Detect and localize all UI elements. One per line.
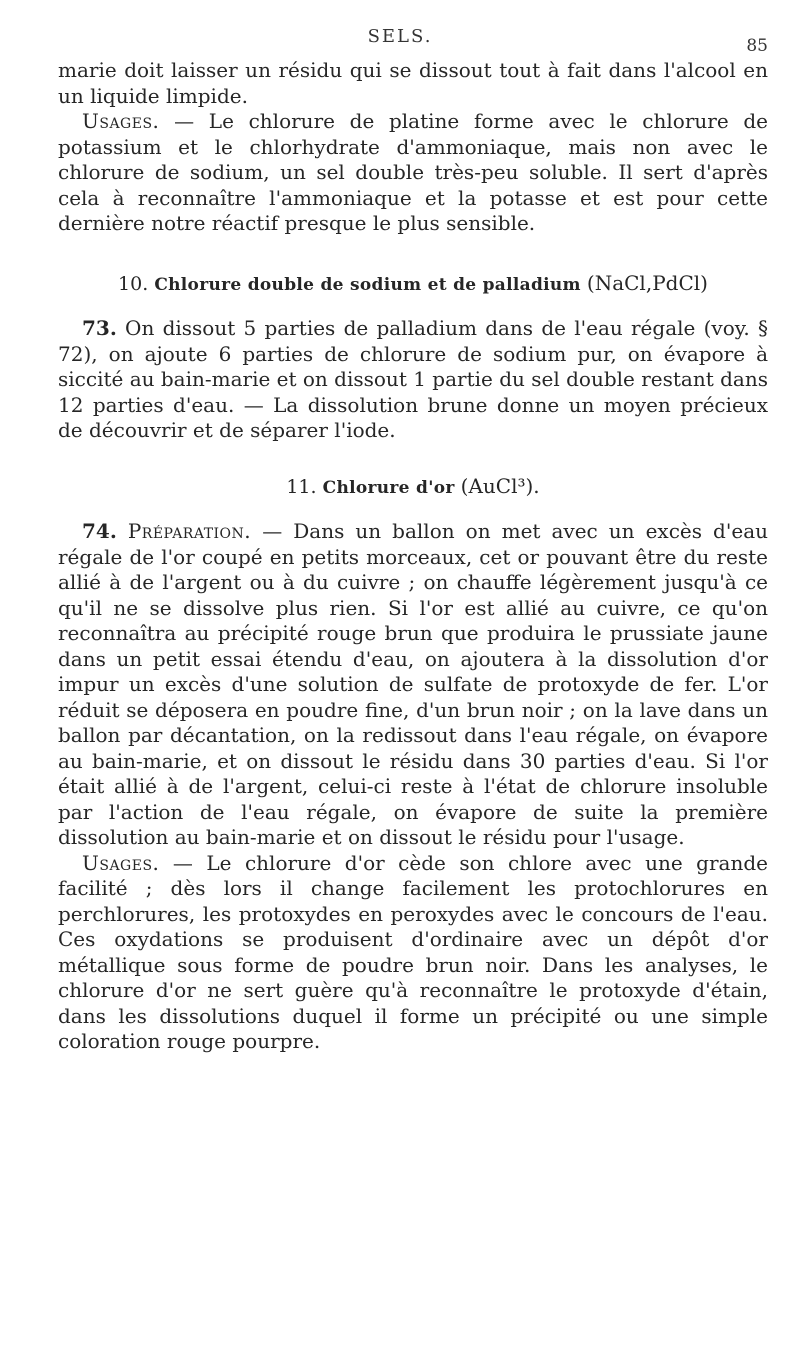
- paragraph-usages-or: [58, 851, 768, 1055]
- paragraph-usages-platine: [58, 109, 768, 237]
- paragraph-text: On dissout 5 parties de palladium dans de l'eau régale (voy. § 72), on ajoute 6 parties de chlorure de sodium pur, on évapore à siccité au bain-marie et on dissout 1 partie du sel double restant dans 12 parties d'eau. — La dissolution brune donne un moyen précieux de découvrir et de séparer l'iode.: [58, 316, 768, 442]
- body-text: [58, 58, 768, 1055]
- running-head: SELS.: [367, 26, 433, 47]
- paragraph-label: Préparation.: [127, 519, 252, 543]
- section-formula: (AuCl³).: [460, 473, 540, 498]
- section-heading-11: [58, 474, 768, 502]
- paragraph-text: — Dans un ballon on met avec un excès d'eau régale de l'or coupé en petits morceaux, cet or pouvant être du reste allié à de l'argent ou à du cuivre ; on chauffe légèrement jusqu'à ce qu'il ne se dissolve plus rien. Si l'or est allié au cuivre, ce qu'on reconnaîtra au précipité rouge brun que produira le prussiate jaune dans un petit essai étendu d'eau, on ajoutera à la dissolution d'or impur un excès d'une solution de sulfate de protoxyde de fer. L'or réduit se déposera en poudre fine, d'un brun noir ; on la lave dans un ballon par décantation, on la redissout dans l'eau régale, on évapore au bain-marie, et on dissout le résidu dans 30 parties d'eau. Si l'or était allié à de l'argent, celui-ci reste à l'état de chlorure insoluble par l'action de l'eau régale, on évapore de suite la première dissolution au bain-marie et on dissout le résidu pour l'usage.: [58, 519, 768, 849]
- paragraph-continuation: [58, 58, 768, 109]
- section-formula: (NaCl,PdCl): [586, 270, 708, 295]
- paragraph-number: 74.: [82, 519, 117, 543]
- section-title: Chlorure d'or: [322, 477, 455, 498]
- section-heading-10: [58, 271, 768, 299]
- section-title: Chlorure double de sodium et de palladium: [154, 274, 581, 295]
- paragraph-text: — Le chlorure d'or cède son chlore avec une grande facilité ; dès lors il change facilement les protochlorures en perchlorures, les protoxydes en peroxydes avec le concours de l'eau. Ces oxydations se produisent d'ordinaire avec un dépôt d'or métallique sous forme de poudre brun noir. Dans les analyses, le chlorure d'or ne sert guère qu'à reconnaître le protoxyde d'étain, dans les dissolutions duquel il forme un précipité ou une simple coloration rouge pourpre.: [58, 850, 768, 1053]
- paragraph-73: [58, 316, 768, 444]
- paragraph-74: [58, 519, 768, 851]
- paragraph-text: marie doit laisser un résidu qui se dissout tout à fait dans l'alcool en un liquide limpide.: [58, 58, 768, 108]
- section-number: 10.: [118, 272, 149, 295]
- paragraph-text: — Le chlorure de platine forme avec le chlorure de potassium et le chlorhydrate d'ammoniaque, mais non avec le chlorure de sodium, un sel double très-peu soluble. Il sert d'après cela à reconnaître l'ammoniaque et la potasse et est pour cette dernière notre réactif presque le plus sensible.: [58, 109, 768, 235]
- section-number: 11.: [286, 475, 317, 498]
- paragraph-label: Usages.: [82, 109, 160, 133]
- page-number: 85: [746, 36, 768, 56]
- paragraph-label: Usages.: [82, 850, 160, 875]
- paragraph-number: 73.: [82, 316, 117, 340]
